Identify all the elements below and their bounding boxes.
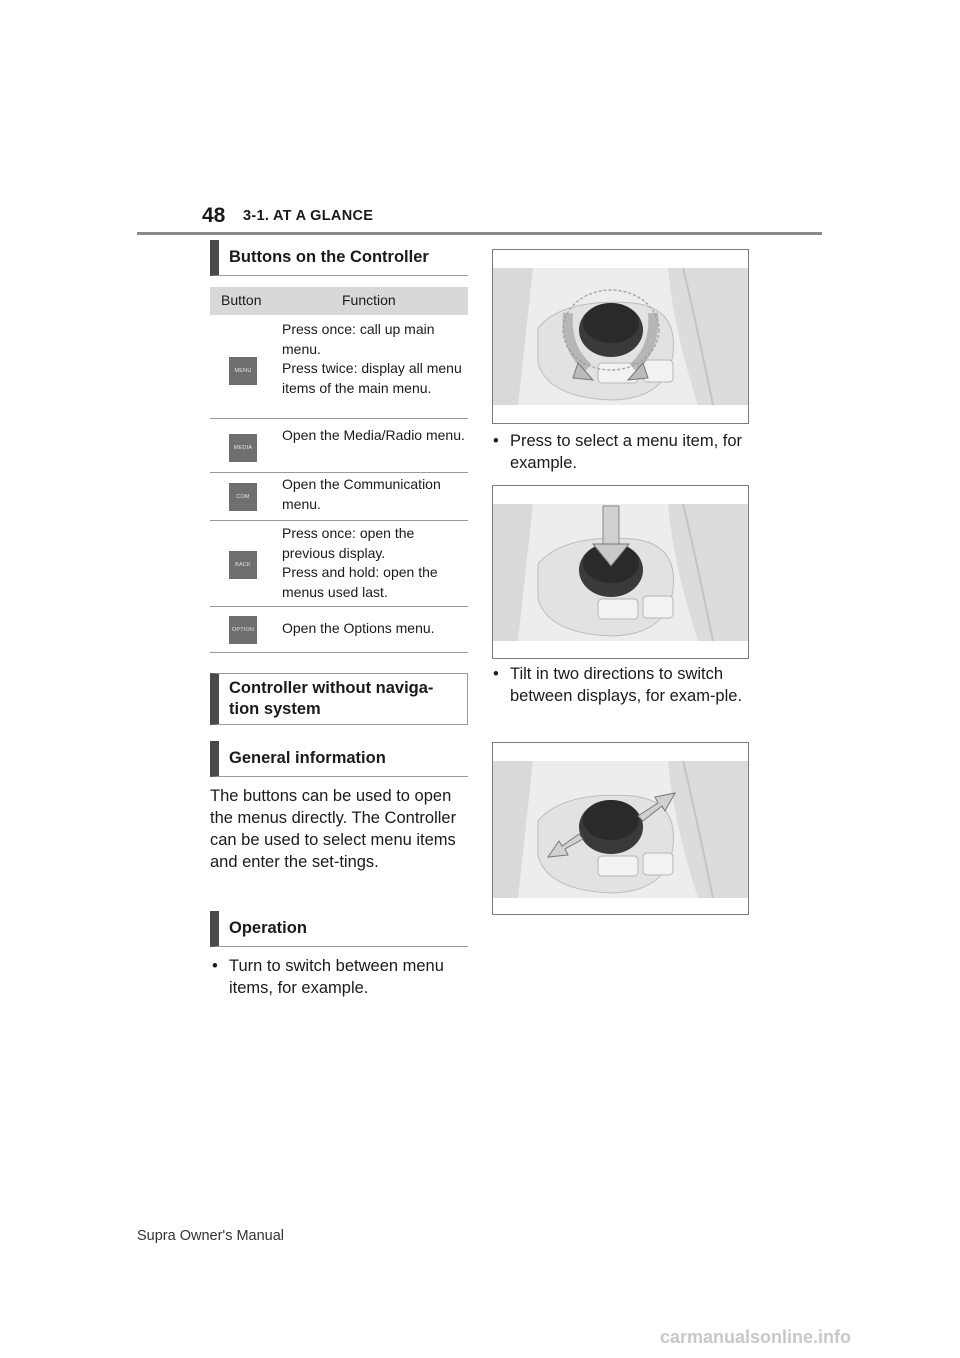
bullet-tilt: • Tilt in two directions to switch between displays, for exam-ple. [491,663,753,707]
function-text: Open the Options menu. [282,620,435,636]
section-title: 3-1. AT A GLANCE [243,208,374,224]
heading-text: Buttons on the Controller [229,248,429,266]
back-button-icon: BACK [229,551,257,579]
bullet-turn: • Turn to switch between menu items, for example. [210,955,468,999]
table-row [210,521,468,607]
bullet-press: • Press to select a menu item, for example. [491,430,753,474]
controller-turn-illustration [493,268,749,405]
heading-text: General information [229,749,386,767]
table-row [210,419,468,473]
function-text: Open the Communication menu. [282,476,441,512]
page-number: 48 [202,204,226,227]
heading-text: Operation [229,919,307,937]
media-button-icon: MEDIA [229,434,257,462]
function-text: Open the Media/Radio menu. [282,427,465,443]
column-header-function: Function [342,292,396,308]
controller-press-image [492,485,749,659]
menu-button-icon: MENU [229,357,257,385]
general-information-text: The buttons can be used to open the menus directly. The Controller can be used to select menu items and enter the set-tings. [210,787,457,871]
watermark: carmanualsonline.info [660,1327,852,1347]
controller-tilt-image [492,742,749,915]
table-row [210,607,468,653]
com-button-icon: COM [229,483,257,511]
heading-buttons-on-controller [210,240,468,276]
heading-controller-without-navigation [210,673,468,725]
table-row [210,473,468,521]
option-button-icon: OPTION [229,616,257,644]
footer-manual-title: Supra Owner's Manual [137,1228,285,1244]
table-row [210,315,468,419]
controller-press-illustration [493,504,749,641]
function-text: Press once: call up main menu. Press twice: display all menu items of the main menu. [282,321,462,396]
heading-text: Controller without naviga- tion system [229,679,434,718]
table-header [210,287,468,315]
function-text: Press once: open the previous display. Press and hold: open the menus used last. [282,525,438,600]
controller-turn-image [492,249,749,424]
column-header-button: Button [221,292,262,308]
heading-operation [210,911,468,947]
heading-general-information [210,741,468,777]
controller-tilt-illustration [493,761,749,898]
header-rule [137,232,822,235]
